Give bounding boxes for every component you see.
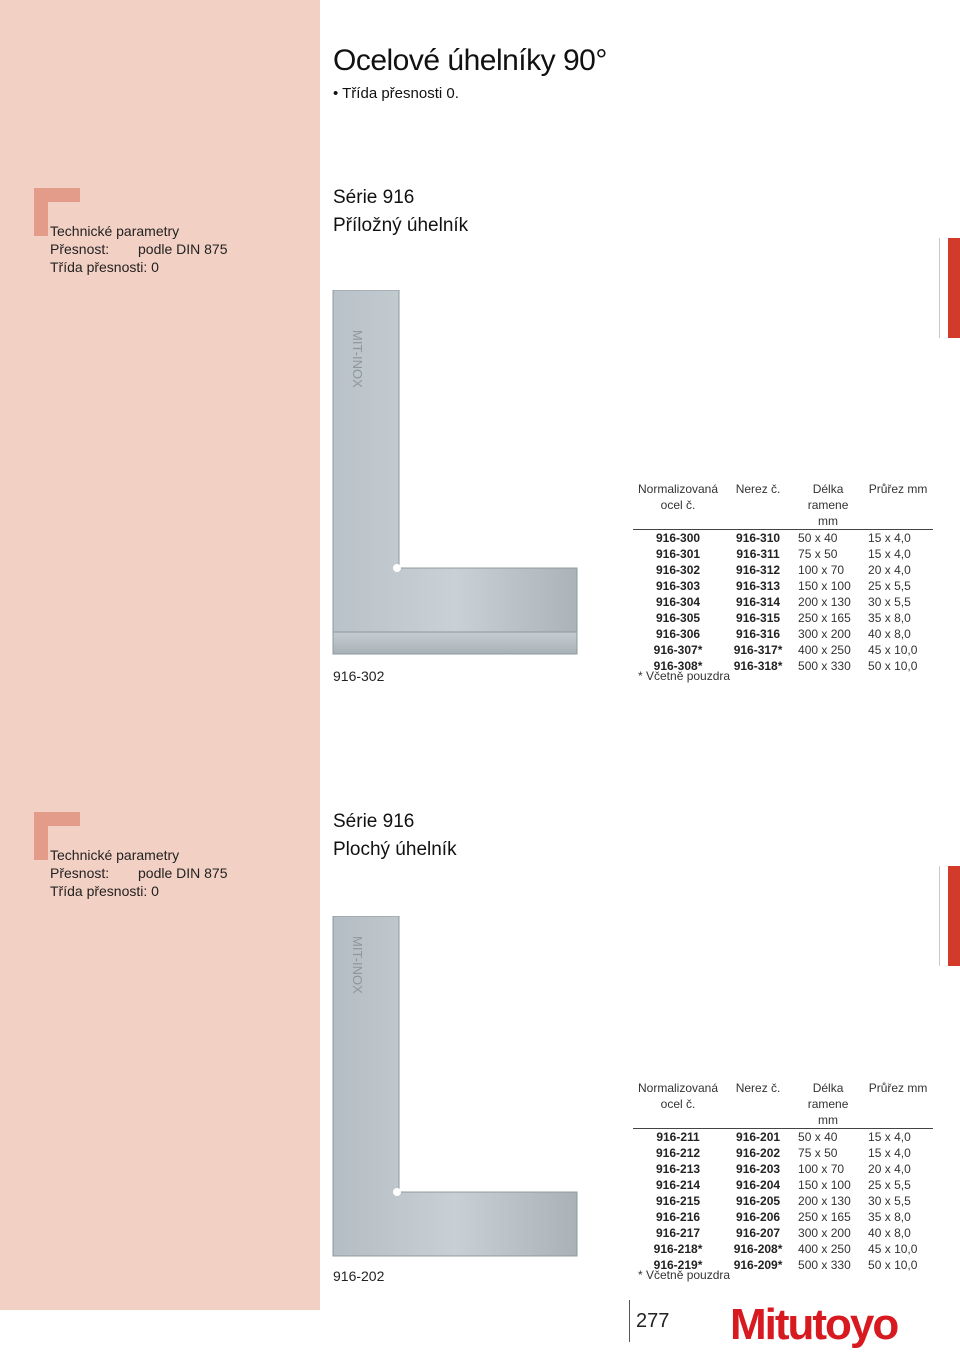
table-row	[633, 594, 933, 610]
svg-text:MIT-INOX: MIT-INOX	[350, 936, 365, 994]
section-cell: 35 x 8,0	[868, 611, 911, 625]
length-cell: 100 x 70	[798, 563, 845, 577]
inox-code-cell: 916-313	[736, 579, 781, 593]
length-cell: 75 x 50	[798, 547, 838, 561]
steel-code-cell: 916-304	[656, 595, 701, 609]
steel-code-cell: 916-301	[656, 547, 701, 561]
section-cell: 50 x 10,0	[868, 659, 918, 673]
section1-image-caption: 916-302	[333, 668, 385, 684]
col-header-length: Délka ramene mm	[807, 1081, 849, 1127]
class-value: 0	[151, 259, 159, 275]
inox-code-cell: 916-318*	[733, 659, 783, 673]
inox-code-cell: 916-311	[736, 547, 780, 561]
length-cell: 150 x 100	[798, 1178, 851, 1192]
section-cell: 25 x 5,5	[868, 579, 911, 593]
table-row	[633, 610, 933, 626]
accent-bar	[948, 866, 960, 966]
inox-code-cell: 916-207	[736, 1226, 781, 1240]
mitutoyo-logo	[730, 1300, 897, 1350]
section-cell: 15 x 4,0	[868, 547, 911, 561]
col-header-section: Průřez mm	[868, 482, 928, 496]
steel-code-cell: 916-215	[656, 1194, 701, 1208]
length-cell: 250 x 165	[798, 611, 851, 625]
section1-spec-table	[633, 481, 933, 674]
svg-text:MIT-INOX: MIT-INOX	[350, 330, 365, 388]
steel-code-cell: 916-306	[656, 627, 701, 641]
accuracy-value: podle DIN 875	[138, 241, 228, 257]
col-header-length: Délka ramene mm	[807, 482, 849, 528]
col-header-steel: Normalizovaná ocel č.	[638, 1081, 719, 1111]
section-cell: 15 x 4,0	[863, 1129, 933, 1146]
col-header-inox: Nerez č.	[735, 1081, 781, 1095]
divider-line	[939, 866, 940, 966]
inox-code-cell: 916-201	[723, 1129, 793, 1146]
accuracy-label: Přesnost:	[50, 865, 110, 881]
steel-code-cell: 916-218*	[653, 1242, 703, 1256]
section-cell: 20 x 4,0	[868, 563, 911, 577]
inox-code-cell: 916-315	[736, 611, 781, 625]
section1-series-heading	[333, 184, 468, 240]
section-cell: 40 x 8,0	[868, 627, 911, 641]
inox-code-cell: 916-209*	[733, 1258, 783, 1272]
steel-code-cell: 916-212	[656, 1146, 701, 1160]
table-row	[633, 1161, 933, 1177]
table-row	[633, 1225, 933, 1241]
section2-note: * Včetně pouzdra	[638, 1268, 731, 1282]
steel-code-cell: 916-302	[656, 563, 701, 577]
length-cell: 400 x 250	[798, 643, 851, 657]
tech-heading: Technické parametry	[50, 223, 180, 239]
accuracy-label: Přesnost:	[50, 241, 110, 257]
inox-code-cell: 916-312	[736, 563, 781, 577]
square-916-302-image	[331, 290, 581, 660]
section-cell: 30 x 5,5	[868, 1194, 911, 1208]
length-cell: 50 x 40	[793, 530, 863, 547]
inox-code-cell: 916-205	[736, 1194, 781, 1208]
length-cell: 300 x 200	[798, 1226, 851, 1240]
table-row	[633, 1241, 933, 1257]
length-cell: 100 x 70	[798, 1162, 845, 1176]
series-name: Série 916	[333, 187, 415, 208]
inox-code-cell: 916-310	[723, 530, 793, 547]
col-header-inox: Nerez č.	[735, 482, 781, 496]
inox-code-cell: 916-317*	[733, 643, 783, 657]
length-cell: 50 x 40	[793, 1129, 863, 1146]
accent-bar	[948, 238, 960, 338]
series-subtitle: Příložný úhelník	[333, 215, 469, 236]
inox-code-cell: 916-316	[736, 627, 781, 641]
accuracy-value: podle DIN 875	[138, 865, 228, 881]
length-cell: 75 x 50	[798, 1146, 838, 1160]
section-cell: 40 x 8,0	[868, 1226, 911, 1240]
inox-code-cell: 916-204	[736, 1178, 781, 1192]
class-value: 0	[151, 883, 159, 899]
steel-code-cell: 916-213	[656, 1162, 701, 1176]
section-cell: 35 x 8,0	[868, 1210, 911, 1224]
table-row	[633, 578, 933, 594]
col-header-section: Průřez mm	[868, 1081, 928, 1095]
divider-line	[939, 238, 940, 338]
class-label: Třída přesnosti:	[50, 259, 148, 275]
inox-code-cell: 916-203	[736, 1162, 781, 1176]
tech-heading: Technické parametry	[50, 847, 180, 863]
section2-series-heading	[333, 808, 457, 864]
steel-code-cell: 916-214	[656, 1178, 701, 1192]
length-cell: 300 x 200	[798, 627, 851, 641]
table-row	[633, 562, 933, 578]
col-header-steel: Normalizovaná ocel č.	[638, 482, 719, 512]
steel-code-cell: 916-307*	[653, 643, 703, 657]
steel-code-cell: 916-308*	[653, 659, 703, 673]
inox-code-cell: 916-314	[736, 595, 781, 609]
series-name: Série 916	[333, 811, 415, 832]
section-cell: 45 x 10,0	[868, 643, 918, 657]
table-row	[633, 1129, 933, 1146]
table-row	[633, 530, 933, 547]
steel-code-cell: 916-219*	[653, 1258, 703, 1272]
table-row	[633, 1209, 933, 1225]
section-cell: 45 x 10,0	[868, 1242, 918, 1256]
section2-spec-table	[633, 1080, 933, 1273]
steel-code-cell: 916-216	[656, 1210, 701, 1224]
table-row	[633, 1177, 933, 1193]
steel-code-cell: 916-217	[656, 1226, 701, 1240]
logo-text: Mitutoyo	[730, 1300, 898, 1349]
length-cell: 250 x 165	[798, 1210, 851, 1224]
length-cell: 500 x 330	[798, 1258, 851, 1272]
square-916-202-image	[331, 916, 581, 1261]
steel-code-cell: 916-305	[656, 611, 701, 625]
steel-code-cell: 916-303	[656, 579, 701, 593]
table-row	[633, 642, 933, 658]
class-label: Třída přesnosti:	[50, 883, 148, 899]
section-cell: 15 x 4,0	[868, 1146, 911, 1160]
steel-code-cell: 916-211	[633, 1129, 723, 1146]
length-cell: 200 x 130	[798, 1194, 851, 1208]
length-cell: 500 x 330	[798, 659, 851, 673]
page-number: 277	[629, 1300, 669, 1342]
length-cell: 150 x 100	[798, 579, 851, 593]
section1-note: * Včetně pouzdra	[638, 669, 731, 683]
section-cell: 25 x 5,5	[868, 1178, 911, 1192]
inox-code-cell: 916-206	[736, 1210, 781, 1224]
section-cell: 20 x 4,0	[868, 1162, 911, 1176]
inox-code-cell: 916-208*	[733, 1242, 783, 1256]
length-cell: 200 x 130	[798, 595, 851, 609]
table-row	[633, 546, 933, 562]
table-row	[633, 1193, 933, 1209]
section1-tech-params	[50, 222, 228, 276]
series-subtitle: Plochý úhelník	[333, 839, 457, 860]
section-cell: 50 x 10,0	[868, 1258, 918, 1272]
length-cell: 400 x 250	[798, 1242, 851, 1256]
inox-code-cell: 916-202	[736, 1146, 781, 1160]
table-row	[633, 1145, 933, 1161]
table-row	[633, 626, 933, 642]
section-cell: 30 x 5,5	[868, 595, 911, 609]
page-title: Ocelové úhelníky 90°	[333, 44, 607, 77]
class-bullet: • Třída přesnosti 0.	[333, 85, 459, 102]
steel-code-cell: 916-300	[633, 530, 723, 547]
section2-tech-params	[50, 846, 228, 900]
section-cell: 15 x 4,0	[863, 530, 933, 547]
section2-image-caption: 916-202	[333, 1268, 385, 1284]
